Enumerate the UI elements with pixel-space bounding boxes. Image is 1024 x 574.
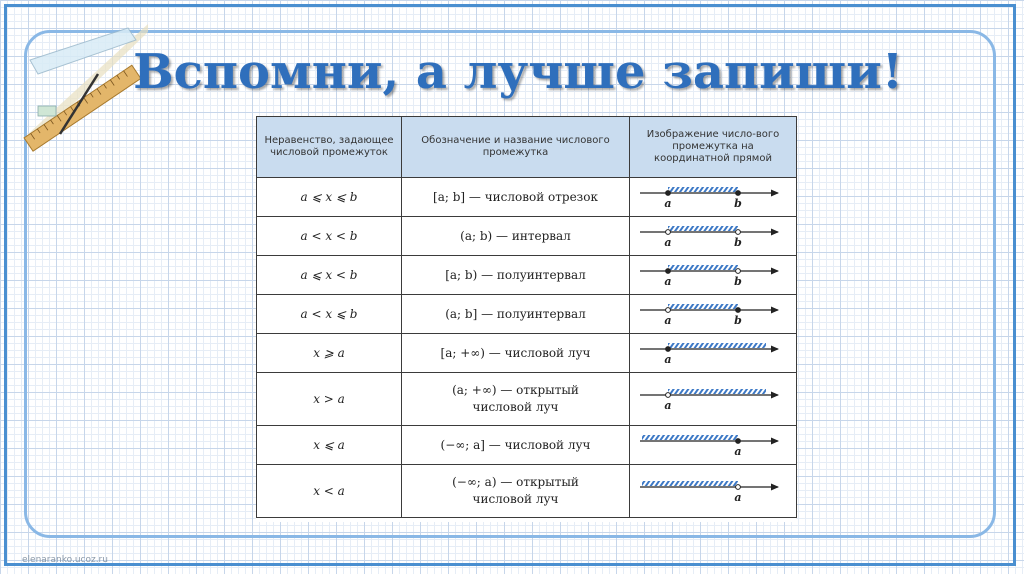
notation-text: (a; +∞) — открытый (452, 383, 579, 397)
inequality-cell: a ⩽ x ⩽ b (257, 178, 402, 217)
table-row (257, 217, 797, 256)
closed-point (666, 269, 671, 274)
closed-point (736, 439, 741, 444)
header-inequality: Неравенство, задающее числовой промежуток (257, 117, 402, 178)
inequality-cell: a < x ⩽ b (257, 295, 402, 334)
point-label: b (734, 275, 742, 288)
number-line-cell (630, 465, 797, 518)
number-line-figure (630, 178, 797, 216)
header-figure: Изображение число-вого промежутка на координатной прямой (630, 117, 797, 178)
point-label: a (664, 236, 672, 249)
hatched-interval (668, 265, 738, 270)
notation-cell (402, 334, 630, 373)
number-line-figure (630, 373, 797, 425)
intervals-table (256, 116, 796, 522)
number-line-cell (630, 426, 797, 465)
hatched-interval (642, 481, 738, 486)
number-line-figure (630, 465, 797, 517)
notation-cell (402, 465, 630, 518)
notation-cell (402, 178, 630, 217)
point-label: b (734, 236, 742, 249)
closed-point (666, 347, 671, 352)
number-line-cell (630, 178, 797, 217)
inequality-cell: a < x < b (257, 217, 402, 256)
axis-arrow (771, 346, 779, 353)
page-title: Вспомни, а лучше запиши! (133, 44, 903, 100)
hatched-interval (642, 435, 738, 440)
axis-arrow (771, 229, 779, 236)
table-row (257, 465, 797, 518)
notation-text: [a; b] — числовой отрезок (433, 189, 598, 204)
point-label: a (664, 353, 672, 366)
axis-arrow (771, 190, 779, 197)
table-row (257, 178, 797, 217)
axis-arrow (771, 438, 779, 445)
number-line-figure (630, 295, 797, 333)
hatched-interval (668, 226, 738, 231)
open-point (736, 485, 741, 490)
number-line-cell (630, 334, 797, 373)
notation-cell (402, 373, 630, 426)
notation-text: [a; b) — полуинтервал (445, 267, 586, 282)
point-label: a (664, 197, 672, 210)
notation-text-line2: числовой луч (472, 400, 559, 414)
axis-arrow (771, 307, 779, 314)
hatched-interval (668, 304, 738, 309)
inequality-cell: x < a (257, 465, 402, 518)
number-line-figure (630, 334, 797, 372)
number-line-figure (630, 426, 797, 464)
closed-point (736, 308, 741, 313)
open-point (736, 269, 741, 274)
closed-point (666, 191, 671, 196)
axis-arrow (771, 268, 779, 275)
axis-arrow (771, 484, 779, 491)
open-point (666, 308, 671, 313)
inequality-cell: a ⩽ x < b (257, 256, 402, 295)
point-label: a (734, 445, 742, 458)
inequality-cell: x ⩽ a (257, 426, 402, 465)
table-row (257, 256, 797, 295)
open-point (736, 230, 741, 235)
table-row (257, 426, 797, 465)
point-label: a (664, 399, 672, 412)
open-point (666, 393, 671, 398)
notation-text: (−∞; a] — числовой луч (440, 437, 591, 452)
hatched-interval (668, 389, 766, 394)
notation-text: (−∞; a) — открытый (452, 475, 579, 489)
notation-text: (a; b] — полуинтервал (445, 306, 586, 321)
notation-cell (402, 295, 630, 334)
table-header-row (257, 117, 797, 178)
number-line-figure (630, 256, 797, 294)
point-label: a (664, 275, 672, 288)
open-point (666, 230, 671, 235)
inequality-cell: x > a (257, 373, 402, 426)
hatched-interval (668, 187, 738, 192)
closed-point (736, 191, 741, 196)
point-label: a (734, 491, 742, 504)
number-line-figure (630, 217, 797, 255)
notation-text: [a; +∞) — числовой луч (440, 345, 591, 360)
point-label: a (664, 314, 672, 327)
number-line-cell (630, 295, 797, 334)
site-watermark: elenaranko.ucoz.ru (22, 555, 108, 565)
notation-cell (402, 217, 630, 256)
notation-cell (402, 256, 630, 295)
table-row (257, 295, 797, 334)
inequality-cell: x ⩾ a (257, 334, 402, 373)
notation-cell (402, 426, 630, 465)
notation-text-line2: числовой луч (472, 492, 559, 506)
point-label: b (734, 197, 742, 210)
notation-text: (a; b) — интервал (460, 228, 571, 243)
table-row (257, 334, 797, 373)
point-label: b (734, 314, 742, 327)
number-line-cell (630, 217, 797, 256)
axis-arrow (771, 392, 779, 399)
table-row (257, 373, 797, 426)
number-line-cell (630, 373, 797, 426)
number-line-cell (630, 256, 797, 295)
hatched-interval (668, 343, 766, 348)
header-notation: Обозначение и название числового промежутка (402, 117, 630, 178)
